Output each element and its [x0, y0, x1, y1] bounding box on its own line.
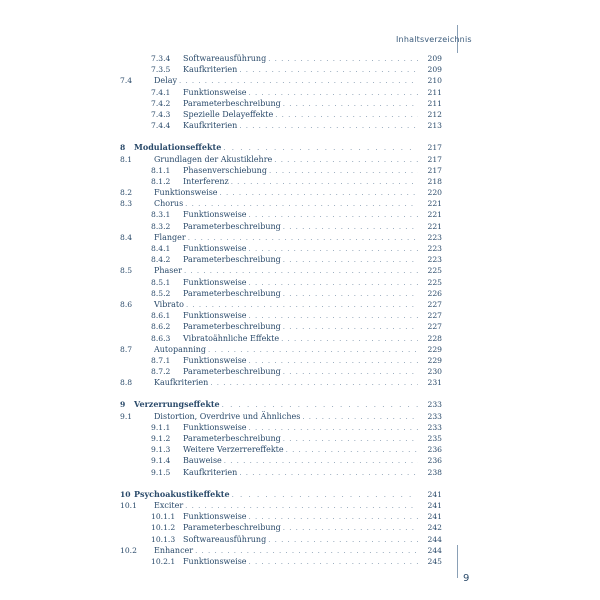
toc-entry-page: 209: [427, 65, 442, 75]
toc-entry: [120, 411, 442, 422]
toc-entry-title: Verzerrungseffekte: [134, 399, 220, 410]
toc-entry-title: Softwareausführung: [183, 534, 267, 544]
toc-entry: [120, 254, 442, 265]
toc-entry-page: 223: [427, 244, 442, 253]
toc-entry-page: 211: [427, 98, 442, 108]
toc-entry: [120, 444, 442, 455]
toc-entry: [120, 467, 442, 478]
toc-entry-page: 225: [427, 266, 442, 276]
toc-entry-page: 212: [427, 109, 442, 119]
toc-entry-number: 8.6.1: [151, 311, 171, 321]
toc-entry: [120, 355, 442, 366]
toc-entry: [120, 53, 442, 64]
toc-entry-title: Parameterbeschreibung: [183, 367, 281, 377]
toc-entry-page: 217: [427, 165, 442, 175]
toc-entry-number: 9.1.5: [151, 467, 171, 477]
toc-chapter-entry: [120, 142, 442, 153]
toc-entry: [120, 500, 442, 511]
toc-entry-title: Parameterbeschreibung: [183, 221, 281, 231]
toc-entry-page: 241: [427, 489, 442, 499]
toc-entry-title: Autopanning: [154, 344, 206, 354]
toc-entry: [120, 120, 442, 131]
toc-entry-page: 230: [427, 367, 442, 377]
toc-entry: [120, 333, 442, 344]
toc-entry-number: 10.1: [120, 500, 137, 510]
toc-entry-number: 7.4.2: [151, 98, 171, 108]
toc-entry: [120, 64, 442, 75]
toc-entry-page: 223: [427, 232, 442, 242]
toc-entry-title: Distortion, Overdrive und Ähnliches: [154, 411, 301, 421]
toc-entry: [120, 176, 442, 187]
toc-entry-title-line: [183, 556, 442, 568]
toc-entry: [120, 455, 442, 466]
toc-entry-title: Funktionsweise: [183, 512, 247, 522]
toc-entry: [120, 556, 442, 567]
toc-entry-number: 10.2.1: [151, 556, 176, 566]
toc-entry-number: 8.4: [120, 232, 133, 242]
toc-entry-title-line: [183, 120, 442, 132]
toc-entry-number: 8.1.2: [151, 176, 171, 186]
toc-chapter-entry: [120, 399, 442, 410]
toc-entry-number: 8.6: [120, 299, 133, 309]
toc-entry-number: 8.3: [120, 199, 133, 209]
toc-entry-number: 7.4.3: [151, 109, 171, 119]
toc-entry: [120, 243, 442, 254]
toc-entry-page: 238: [427, 467, 442, 477]
toc-entry-title: Modulationseffekte: [134, 142, 222, 153]
toc-entry-number: 8: [120, 143, 126, 153]
toc-entry-title: Kaufkriterien: [183, 121, 238, 131]
toc-entry-number: 9.1.4: [151, 456, 171, 466]
toc-entry-title: Spezielle Delayeffekte: [183, 109, 274, 119]
toc-entry-page: 245: [427, 556, 442, 566]
toc-entry: [120, 366, 442, 377]
toc-entry: [120, 75, 442, 86]
toc-entry-number: 8.5: [120, 266, 133, 276]
toc-entry: [120, 310, 442, 321]
toc-entry-number: 7.3.4: [151, 54, 171, 63]
toc-entry-title: Parameterbeschreibung: [183, 288, 281, 298]
toc-entry-title: Grundlagen der Akustiklehre: [154, 154, 273, 164]
toc-entry-page: 233: [427, 422, 442, 432]
toc-entry-number: 7.4.4: [151, 121, 171, 131]
toc-entry-number: 10: [120, 489, 131, 499]
toc-entry-number: 10.1.2: [151, 523, 176, 533]
toc-entry-title: Funktionsweise: [183, 210, 247, 220]
toc-entry-number: 7.4: [120, 76, 133, 86]
toc-entry-number: 8.3.1: [151, 210, 171, 220]
toc-entry-page: 229: [427, 355, 442, 365]
dot-leader: [239, 121, 418, 132]
toc-entry-title: Funktionsweise: [183, 244, 247, 253]
toc-entry: [120, 344, 442, 355]
toc-entry-number: 9.1.1: [151, 422, 171, 432]
dot-leader: [239, 468, 418, 479]
toc-entry-page: 244: [427, 545, 442, 555]
toc-entry: [120, 422, 442, 433]
toc-entry: [120, 198, 442, 209]
toc-entry-number: 7.4.1: [151, 87, 171, 97]
toc-entry-number: 8.6.3: [151, 333, 171, 343]
toc-entry-page: 227: [427, 322, 442, 332]
toc-entry-title: Bauweise: [183, 456, 222, 466]
toc-entry: [120, 545, 442, 556]
toc-entry-page: 233: [427, 400, 442, 410]
toc-entry-page: 231: [427, 378, 442, 388]
toc-entry-number: 8.5.1: [151, 277, 171, 287]
toc-entry-title: Parameterbeschreibung: [183, 255, 281, 265]
toc-entry-title: Funktionsweise: [183, 277, 247, 287]
toc-entry-page: 225: [427, 277, 442, 287]
toc-entry-page: 233: [427, 411, 442, 421]
toc-entry: [120, 165, 442, 176]
toc-entry-title: Exciter: [154, 500, 184, 510]
table-of-contents: [120, 53, 442, 567]
toc-entry-number: 7.3.5: [151, 65, 171, 75]
toc-entry: [120, 98, 442, 109]
toc-entry: [120, 265, 442, 276]
toc-entry-number: 8.7.2: [151, 367, 171, 377]
toc-entry-title: Kaufkriterien: [154, 378, 209, 388]
toc-entry: [120, 232, 442, 243]
toc-entry-page: 221: [427, 221, 442, 231]
toc-entry-title: Phaser: [154, 266, 182, 276]
toc-entry-number: 8.6.2: [151, 322, 171, 332]
toc-entry-title: Parameterbeschreibung: [183, 523, 281, 533]
toc-entry-page: 241: [427, 512, 442, 522]
toc-entry: [120, 288, 442, 299]
toc-entry-page: 221: [427, 199, 442, 209]
toc-entry-number: 8.8: [120, 378, 133, 388]
toc-entry-title: Funktionsweise: [183, 87, 247, 97]
toc-entry-number: 10.1.3: [151, 534, 176, 544]
toc-entry-page: 228: [427, 333, 442, 343]
toc-entry-title: Funktionsweise: [183, 355, 247, 365]
toc-entry-number: 8.4.1: [151, 244, 171, 253]
page-number: 9: [463, 573, 470, 584]
toc-entry-page: 241: [427, 500, 442, 510]
dot-leader: [249, 557, 418, 568]
dot-leader: [210, 378, 418, 389]
toc-entry: [120, 277, 442, 288]
toc-entry-page: 227: [427, 299, 442, 309]
toc-entry-page: 221: [427, 210, 442, 220]
toc-entry-number: 8.4.2: [151, 255, 171, 265]
toc-entry-page: 242: [427, 523, 442, 533]
toc-entry-title: Chorus: [154, 199, 184, 209]
toc-entry-page: 220: [427, 188, 442, 198]
toc-entry-number: 8.5.2: [151, 288, 171, 298]
toc-entry: [120, 109, 442, 120]
toc-entry-title: Flanger: [154, 232, 186, 242]
toc-entry: [120, 522, 442, 533]
toc-entry-title: Kaufkriterien: [183, 65, 238, 75]
toc-entry-page: 235: [427, 434, 442, 443]
toc-entry-title: Vibratoähnliche Effekte: [183, 333, 280, 343]
toc-entry-page: 217: [427, 143, 442, 153]
toc-entry-title: Softwareausführung: [183, 54, 267, 63]
toc-entry-title: Interferenz: [183, 176, 229, 186]
toc-entry-title: Delay: [154, 76, 177, 86]
toc-entry-page: 244: [427, 534, 442, 544]
toc-entry-number: 8.3.2: [151, 221, 171, 231]
toc-entry-title: Parameterbeschreibung: [183, 98, 281, 108]
toc-entry-page: 217: [427, 154, 442, 164]
toc-entry-number: 9.1.2: [151, 434, 171, 443]
toc-entry: [120, 511, 442, 522]
toc-entry: [120, 534, 442, 545]
toc-entry: [120, 154, 442, 165]
toc-entry-title: Vibrato: [154, 299, 184, 309]
toc-entry-page: 226: [427, 288, 442, 298]
toc-entry-page: 229: [427, 344, 442, 354]
toc-entry-title: Funktionsweise: [183, 422, 247, 432]
toc-entry-title: Psychoakustikeffekte: [134, 488, 230, 499]
toc-chapter-entry: [120, 489, 442, 500]
toc-entry-page: 236: [427, 445, 442, 455]
toc-entry: [120, 433, 442, 444]
toc-entry-number: 8.2: [120, 188, 133, 198]
toc-entry-page: 223: [427, 255, 442, 265]
toc-entry: [120, 221, 442, 232]
running-header: Inhaltsverzeichnis: [396, 35, 472, 44]
toc-entry-title-line: [183, 467, 442, 479]
toc-entry-page: 236: [427, 456, 442, 466]
toc-entry: [120, 87, 442, 98]
toc-entry-page: 211: [427, 87, 442, 97]
toc-entry-title: Kaufkriterien: [183, 467, 238, 477]
footer-rule: [457, 545, 458, 578]
toc-entry-number: 8.1.1: [151, 165, 171, 175]
toc-entry-page: 213: [427, 121, 442, 131]
toc-entry: [120, 187, 442, 198]
toc-entry-page: 209: [427, 54, 442, 63]
toc-entry-number: 10.1.1: [151, 512, 176, 522]
toc-entry-title: Funktionsweise: [183, 311, 247, 321]
toc-entry-title: Funktionsweise: [154, 188, 218, 198]
toc-entry: [120, 377, 442, 388]
toc-entry-number: 8.7: [120, 344, 133, 354]
toc-entry-title-line: [154, 377, 442, 389]
toc-entry-title: Phasenverschiebung: [183, 165, 267, 175]
toc-entry-title: Funktionsweise: [183, 556, 247, 566]
toc-entry-number: 10.2: [120, 545, 137, 555]
toc-entry-number: 9.1: [120, 411, 133, 421]
toc-entry: [120, 209, 442, 220]
toc-entry-title: Weitere Verzerrereffekte: [183, 445, 284, 455]
toc-entry-number: 9: [120, 400, 126, 410]
toc-entry: [120, 321, 442, 332]
toc-entry-number: 8.1: [120, 154, 133, 164]
toc-entry: [120, 299, 442, 310]
toc-entry-number: 9.1.3: [151, 445, 171, 455]
toc-entry-page: 218: [427, 176, 442, 186]
toc-entry-page: 210: [427, 76, 442, 86]
toc-entry-title: Parameterbeschreibung: [183, 322, 281, 332]
toc-entry-page: 227: [427, 311, 442, 321]
toc-entry-title: Parameterbeschreibung: [183, 434, 281, 443]
toc-entry-number: 8.7.1: [151, 355, 171, 365]
toc-entry-title: Enhancer: [154, 545, 194, 555]
